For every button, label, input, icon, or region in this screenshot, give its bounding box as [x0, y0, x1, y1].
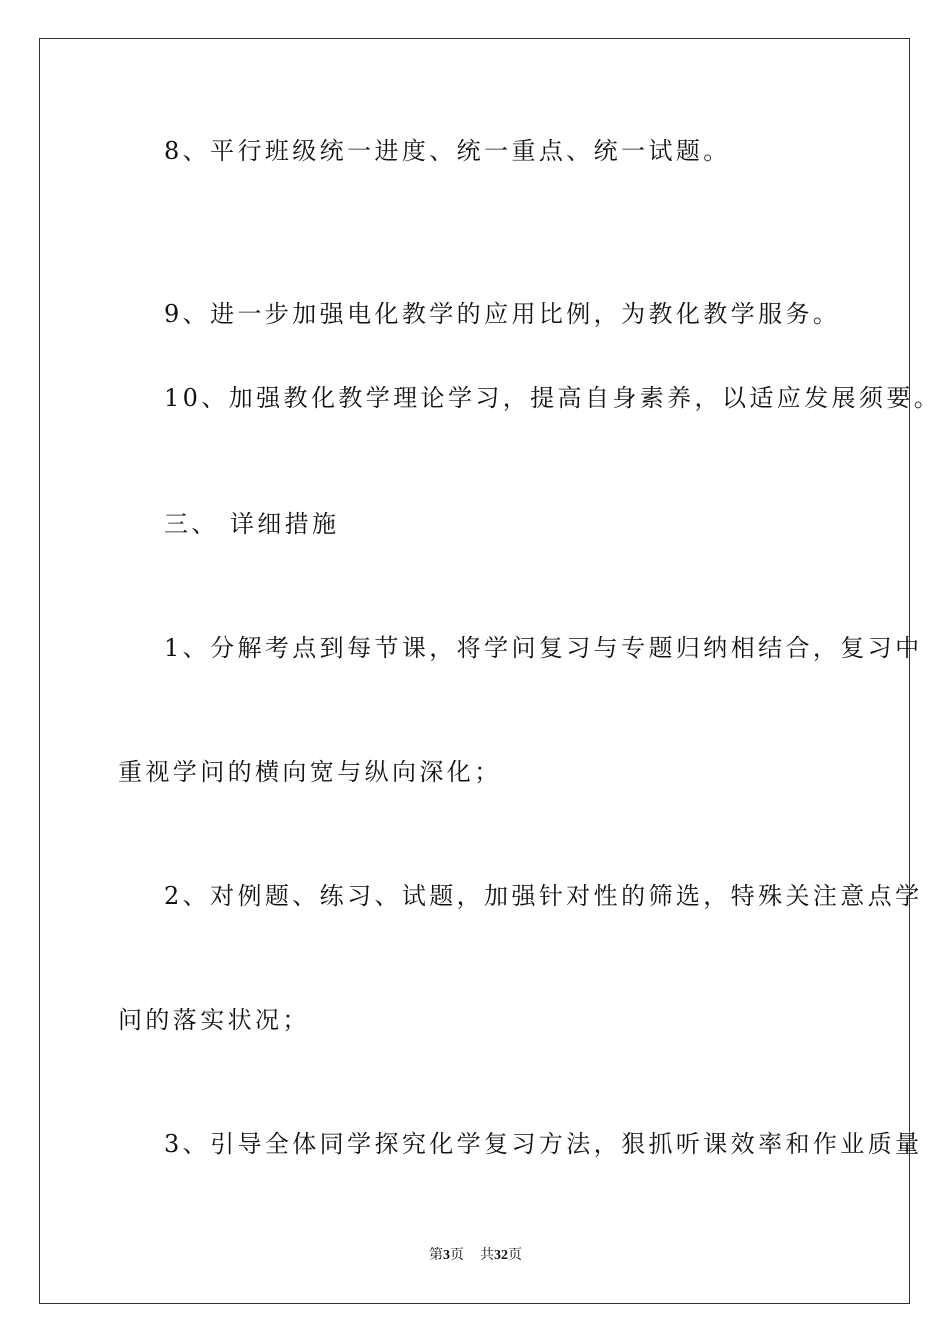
page-number: 3	[443, 1248, 450, 1263]
total-prefix: 共	[480, 1248, 494, 1263]
page-suffix: 页	[450, 1248, 464, 1263]
paragraph-item-10: 10、加强教化教学理论学习，提高自身素养，以适应发展须要。	[164, 384, 942, 412]
measure-item-2-line-1: 2、对例题、练习、试题，加强针对性的筛选，特殊关注意点学	[164, 882, 923, 910]
measure-item-3-line-1: 3、引导全体同学探究化学复习方法，狠抓听课效率和作业质量	[164, 1130, 923, 1158]
total-suffix: 页	[508, 1248, 522, 1263]
paragraph-item-9: 9、进一步加强电化教学的应用比例，为教化教学服务。	[164, 300, 841, 328]
section-heading: 三、 详细措施	[164, 510, 340, 538]
page-prefix: 第	[429, 1248, 443, 1263]
total-pages: 32	[494, 1248, 508, 1263]
measure-item-2-line-2: 问的落实状况；	[118, 1006, 310, 1034]
page-frame	[39, 38, 942, 1304]
paragraph-item-8: 8、平行班级统一进度、统一重点、统一试题。	[164, 137, 731, 165]
page-footer	[40, 1247, 911, 1265]
measure-item-1-line-1: 1、分解考点到每节课，将学问复习与专题归纳相结合，复习中	[164, 634, 923, 662]
measure-item-1-line-2: 重视学问的横向宽与纵向深化；	[118, 758, 502, 786]
